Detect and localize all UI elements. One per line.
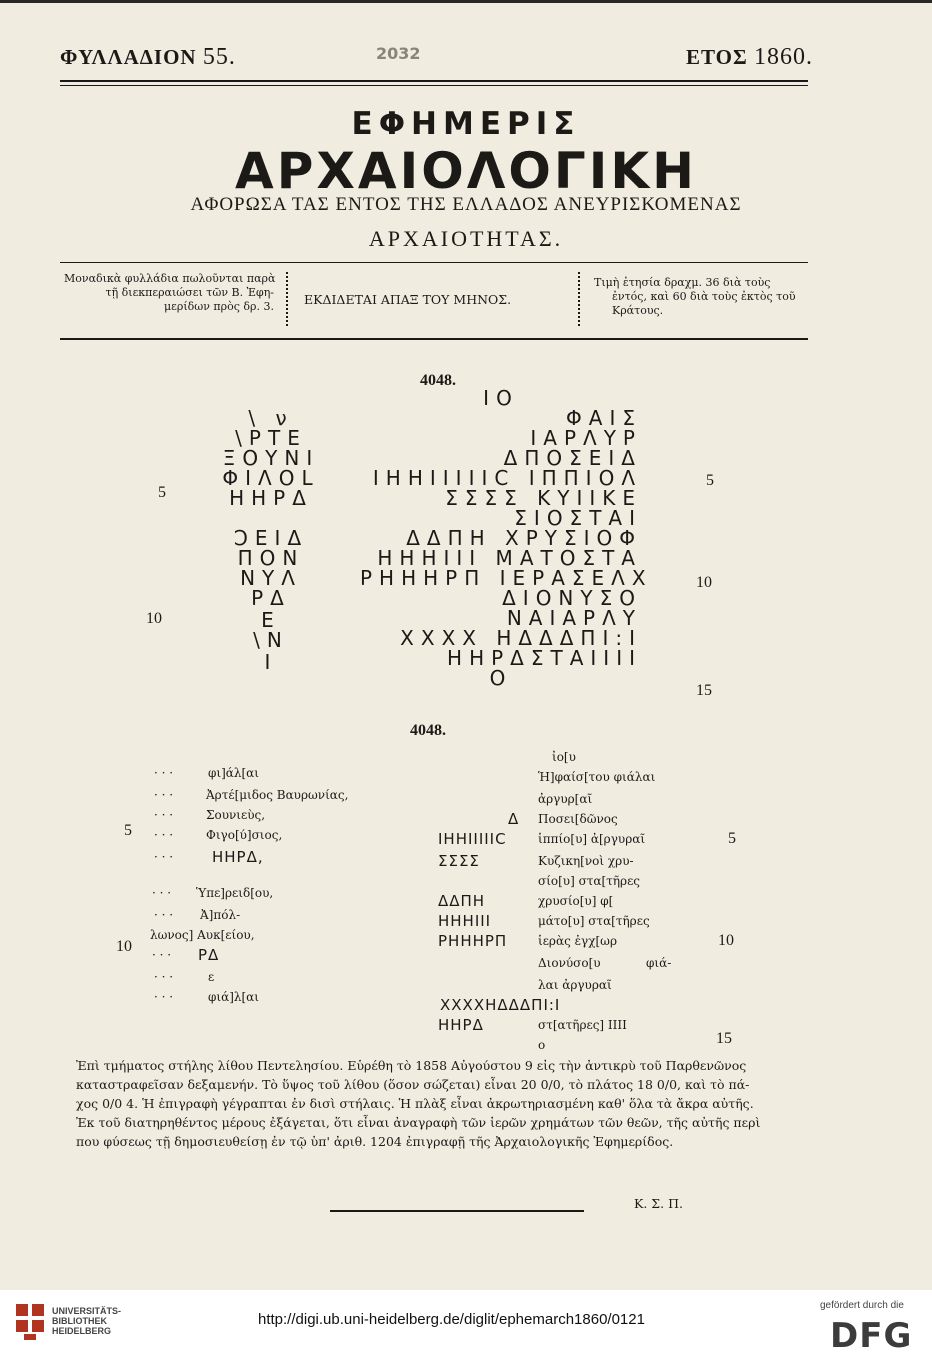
inscription-right-line: ΗΗΡΔΣΤΑΙΙΙΙ	[447, 646, 642, 670]
subtitle-2: ΑΡΧΑΙΟΤΗΤΑΣ.	[368, 226, 564, 251]
transcription-numeral: ΗΗΗΙΙΙ	[438, 912, 492, 930]
inscription-right-line: ΦΑΙΣ	[566, 406, 642, 430]
transcription-right-line: φιά-	[646, 956, 672, 970]
transcription-numeral: ΗΗΡΔ	[438, 1016, 484, 1034]
lacuna-dots: · · ·	[154, 788, 174, 802]
header-rule-thin	[60, 85, 808, 86]
inscription-right-line: ΣΙΟΣΤΑΙ	[514, 506, 642, 530]
inscription-right-line: ΔΠΟΣΕΙΔ	[503, 446, 642, 470]
header-rule	[60, 80, 808, 82]
transcription-right-line: ΧΧΧΧΗΔΔΔΠΙ:Ι	[440, 996, 561, 1014]
inscription-left-line: \Ν	[253, 628, 289, 652]
lacuna-dots: · · ·	[152, 948, 172, 962]
transcription-left-line: ΗΗΡΔ,	[212, 848, 264, 866]
transcription-left-line: Ἀρτέ[μιδος Βαυρωνίας,	[206, 788, 349, 802]
line-number: 5	[728, 830, 736, 847]
transcription-left-line: Ὑπε]ρειδ[ου,	[196, 886, 274, 900]
info-right: Τιμὴ ἐτησία δραχμ. 36 διὰ τοὺς ἐντός, καὶ 60 διὰ τοὺς ἐκτὸς τοῦ Κράτους.	[594, 276, 796, 317]
transcription-number: 4048.	[410, 722, 446, 739]
info-divider-right	[578, 272, 580, 326]
transcription-left-line: Ἀ]πόλ-	[200, 908, 241, 922]
lacuna-dots: · · ·	[154, 990, 174, 1004]
info-divider-left	[286, 272, 288, 326]
library-stamp: 2032	[376, 44, 421, 63]
line-number: 10	[696, 574, 712, 591]
inscription-right-line: ΡΗΗΗΡΠ ΙΕΡΑΣΕΛΧ	[360, 566, 653, 590]
line-number: 5	[158, 484, 166, 501]
inscription-left-line: ΦΙΛΟL	[222, 466, 320, 490]
funding-note: gefördert durch die	[820, 1300, 904, 1311]
inscription-right-line: ΔΔΠΗ ΧΡΥΣΙΟΦ	[406, 526, 642, 550]
transcription-numeral: ΣΣΣΣ	[438, 852, 480, 870]
transcription-right-line: Ποσει[δῶνος	[538, 812, 618, 826]
closing-rule	[330, 1210, 584, 1212]
line-number: 5	[124, 822, 132, 839]
line-number: 15	[696, 682, 712, 699]
commentary: Ἐπὶ τμήματος στήλης λίθου Πεντελησίου. Εὑρέθη τὸ 1858 Αὐγούστου 9 εἰς τὴν ἀντικρὺ τοῦ Παρθενῶνος καταστραφεῖσαν δεξαμενήν. Τὸ ὕψος τοῦ λίθου (ὅσον σώζεται) εἶναι 20 0/0, τὸ πλάτος 18 0/0, καὶ τὸ πά- χος 0/0 4. Ἡ ἐπιγραφὴ γέγραπται ἐν δισὶ στήλαις. Ἡ πλὰξ εἶναι ἀκρωτηριασμένη καθ' ὅλα τὰ ἄκρα αὐτῆς. Ἐκ τοῦ διατηρηθέντος μέρους ἐξάγεται, ὅτι εἶναι ἀναγραφὴ τῶν ἱερῶν χρημάτων τῶν θεῶν, τῆς αὐτῆς περὶ που φύσεως τῇ δημοσιευθείσῃ ἐν τῷ ὑπ' ἀριθ. 1204 ἐπιγραφῇ τῆς Ἀρχαιολογικῆς Ἐφημερίδος.	[76, 1058, 761, 1149]
inscription-right-line: ΔΙΟΝΥΣΟ	[502, 586, 642, 610]
inscription-right-line: ΙΑΡΛΥΡ	[530, 426, 642, 450]
inscription-left-line: \ΡΤΕ	[235, 426, 307, 450]
inscription-right-line: ΝΑΙΑΡΛΥ	[506, 606, 642, 630]
line-number: 5	[706, 472, 714, 489]
dfg-logo: DFG	[830, 1316, 913, 1356]
line-number: 15	[716, 1030, 732, 1047]
transcription-right-line: σίο[υ] στα[τῆρες	[538, 874, 641, 888]
transcription-right-line: Διονύσο[υ	[538, 956, 601, 970]
source-url[interactable]: http://digi.ub.uni-heidelberg.de/diglit/ephemarch1860/0121	[258, 1311, 645, 1328]
subtitle: ΑΦΟΡΩΣΑ ΤΑΣ ΕΝΤΟΣ ΤΗΣ ΕΛΛΑΔΟΣ ΑΝΕΥΡΙΣΚΟΜΕΝΑΣ	[190, 194, 742, 215]
inscription-left-line: ΡΔ	[251, 586, 291, 610]
library-logo-icon	[14, 1302, 46, 1342]
header-year: ΕΤΟΣ 1860.	[686, 44, 813, 70]
transcription-left-line: φιά]λ[αι	[208, 990, 259, 1004]
inscription-left-line: Ε	[261, 608, 281, 632]
lacuna-dots: · · ·	[154, 970, 174, 984]
transcription-right-line: λαι ἀργυραῖ	[538, 978, 612, 992]
transcription-right-line: ἱππίο[υ] ἀ[ργυραῖ	[538, 832, 646, 846]
inscription-left-line: Ι	[264, 650, 278, 674]
inscription-left-line: \ ν	[248, 406, 294, 430]
line-number: 10	[718, 932, 734, 949]
inscription-right-line: ΙΟ	[483, 386, 519, 410]
line-number: 10	[146, 610, 162, 627]
inscription-right-line: ΙΗΗΙΙΙΙΙC ΙΠΠΙΟΛ	[372, 466, 642, 490]
transcription-right-line: Κυζικη[νοὶ χρυ-	[538, 854, 634, 868]
lacuna-dots: · · ·	[154, 828, 174, 842]
inscription-right-line: Ο	[489, 666, 513, 690]
transcription-right-line: χρυσίο[υ] φ[	[538, 894, 614, 908]
transcription-numeral: ΡΗΗΗΡΠ	[438, 932, 508, 950]
transcription-left-line: φι]άλ[αι	[208, 766, 259, 780]
transcription-right-line: στ[ατῆρες] ΙΙΙΙ	[538, 1018, 627, 1032]
info-top-rule	[60, 262, 808, 263]
header-label: ΦΥΛΛΑΔΙΟΝ 55.	[60, 44, 236, 70]
lacuna-dots: · · ·	[154, 808, 174, 822]
inscription-right-line: ΧΧΧΧ ΗΔΔΔΠΙ:Ι	[400, 626, 642, 650]
lacuna-dots: · · ·	[154, 766, 174, 780]
transcription-numeral: ΔΔΠΗ	[438, 892, 486, 910]
inscription-left-line: ΗΗΡΔ	[229, 486, 313, 510]
transcription-left-line: ΡΔ	[198, 946, 220, 964]
library-name: UNIVERSITÄTS- BIBLIOTHEK HEIDELBERG	[52, 1306, 122, 1336]
line-number: 10	[116, 938, 132, 955]
transcription-right-line: Ἡ]φαίσ[του φιάλαι	[538, 770, 656, 784]
transcription-right-line: ο	[538, 1038, 546, 1052]
transcription-right-line: ἱερὰς ἐγχ[ωρ	[538, 934, 618, 948]
lacuna-dots: · · ·	[152, 886, 172, 900]
title-line1: ΕΦΗΜΕΡΙΣ	[351, 106, 581, 142]
page-top-edge	[0, 0, 932, 3]
lacuna-dots: · · ·	[154, 850, 174, 864]
signature: Κ. Σ. Π.	[634, 1196, 683, 1211]
info-left: Μοναδικὰ φυλλάδια πωλοῦνται παρὰ τῇ διεκπεραιώσει τῶν Β. Ἐφη- μερίδων πρὸς δρ. 3.	[64, 272, 276, 313]
transcription-left-line: λωνος] Αυκ[είου,	[150, 928, 255, 942]
info-bottom-rule	[60, 338, 808, 340]
transcription-left-line: Φιγο[ύ]σιος,	[206, 828, 283, 842]
transcription-numeral: ΙΗΗΙΙΙΙΙC	[438, 830, 507, 848]
inscription-left-line: ΠΟΝ	[237, 546, 305, 570]
inscription-right-line: ΣΣΣΣ ΚΥΙΙΚΕ	[445, 486, 642, 510]
info-center: ΕΚΔΙΔΕΤΑΙ ΑΠΑΞ ΤΟΥ ΜΗΝΟΣ.	[304, 292, 512, 307]
inscription-left-line: ϽΕΙΔ	[233, 526, 309, 550]
transcription-left-line: Σουνιεὺς,	[206, 808, 266, 822]
inscription-right-line: ΗΗΗΙΙΙ ΜΑΤΟΣΤΑ	[377, 546, 642, 570]
transcription-numeral: Δ	[508, 810, 520, 828]
lacuna-dots: · · ·	[154, 908, 174, 922]
inscription-left-line: ΞΟΥΝΙ	[222, 446, 320, 470]
transcription-right-line: μάτο[υ] στα[τῆρες	[538, 914, 650, 928]
title-line2: ΑΡΧΑΙΟΛΟΓΙΚΗ	[235, 142, 697, 200]
transcription-left-line: ε	[208, 970, 215, 984]
inscription-left-line: ΝΥΛ	[240, 566, 302, 590]
transcription-right-line: ἀργυρ[αῖ	[538, 792, 593, 806]
inscription-number: 4048.	[420, 372, 456, 389]
transcription-right-line: ἰο[υ	[552, 750, 576, 764]
